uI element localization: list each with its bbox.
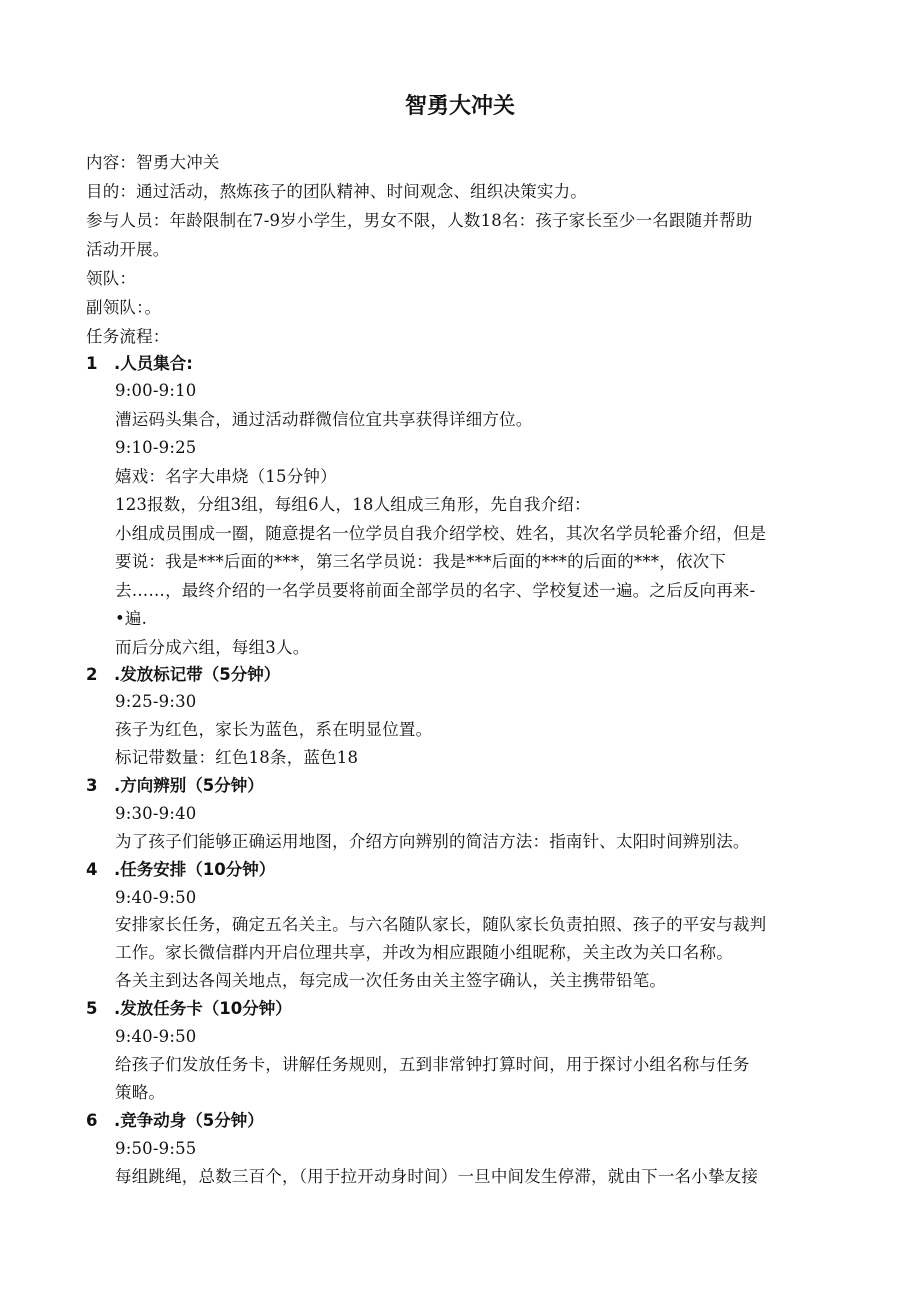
section-line: 为了孩子们能够正确运用地图，介绍方向辨别的简洁方法：指南针、太阳时间辨别法。 — [115, 832, 750, 851]
section-number: 4 — [86, 860, 98, 879]
intro-process: 任务流程： — [86, 327, 170, 346]
section-line: 9:25-9:30 — [115, 692, 197, 711]
section-line: 9:00-9:10 — [115, 381, 197, 400]
section-title: .任务安排（10分钟） — [114, 860, 276, 879]
section-line: 嬉戏：名字大串烧（15分钟） — [115, 467, 337, 486]
section-line: 9:50-9:55 — [115, 1139, 197, 1158]
section-line: 小组成员围成一圈，随意提名一位学员自我介绍学校、姓名，其次名学员轮番介绍，但是 — [115, 524, 767, 543]
section-number: 2 — [86, 665, 98, 684]
section-line: 安排家长任务，确定五名关主。与六名随队家长，随队家长负责拍照、孩子的平安与裁判 — [115, 915, 767, 934]
section-line: •遍. — [115, 609, 148, 628]
section-line: 漕运码头集合，通过活动群微信位宜共享获得详细方位。 — [115, 410, 533, 429]
intro-participants-line-2: 活动开展。 — [86, 240, 170, 259]
section-line: 策略。 — [115, 1083, 166, 1102]
intro-purpose: 目的：通过活动，熬炼孩子的团队精神、时间观念、组织决策实力。 — [86, 182, 587, 201]
section-title: .人员集合: — [114, 354, 193, 373]
section-number: 5 — [86, 999, 98, 1018]
section-line: 9:40-9:50 — [115, 1027, 197, 1046]
section-number: 1 — [86, 354, 98, 373]
section-line: 9:10-9:25 — [115, 438, 197, 457]
intro-leader: 领队： — [86, 269, 137, 288]
section-line: 9:30-9:40 — [115, 804, 197, 823]
section-heading — [86, 858, 275, 882]
section-title: .竞争动身（5分钟） — [114, 1111, 264, 1130]
intro-participants-line-1: 参与人员：年龄限制在7-9岁小学生，男女不限，人数18名：孩子家长至少一名跟随并帮助 — [86, 211, 753, 230]
document-title: 智勇大冲关 — [404, 94, 515, 119]
section-title: .发放标记带（5分钟） — [114, 665, 281, 684]
section-line: 去……，最终介绍的一名学员要将前面全部学员的名字、学校复述一遍。之后反向再来- — [115, 581, 756, 600]
section-line: 要说：我是***后面的***，第三名学员说：我是***后面的***的后面的***，依次下 — [115, 552, 727, 571]
section-heading — [86, 997, 292, 1021]
section-number: 6 — [86, 1111, 98, 1130]
section-title: .发放任务卡（10分钟） — [114, 999, 292, 1018]
section-line: 标记带数量：红色18条，蓝色18 — [115, 748, 359, 767]
section-line: 9:40-9:50 — [115, 888, 197, 907]
section-heading — [86, 1109, 264, 1133]
section-heading — [86, 352, 193, 376]
section-line: 孩子为红色，家长为蓝色，系在明显位置。 — [115, 720, 433, 739]
section-line: 给孩子们发放任务卡，讲解任务规则，五到非常钟打算时间，用于探讨小组名称与任务 — [115, 1055, 750, 1074]
section-line: 各关主到达各闯关地点，每完成一次任务由关主签字确认，关主携带铅笔。 — [115, 971, 667, 990]
section-heading — [86, 774, 264, 798]
section-line: 123报数，分组3组，每组6人，18人组成三角形，先自我介绍： — [115, 495, 591, 514]
section-title: .方向辨别（5分钟） — [114, 776, 264, 795]
intro-content: 内容：智勇大冲关 — [86, 153, 220, 172]
section-line: 而后分成六组，每组3人。 — [115, 638, 310, 657]
section-heading — [86, 663, 280, 687]
section-line: 每组跳绳，总数三百个，（用于拉开动身时间）一旦中间发生停滞，就由下一名小挚友接 — [115, 1167, 759, 1186]
intro-vice-leader: 副领队：。 — [86, 298, 162, 317]
section-line: 工作。家长微信群内开启位理共享，并改为相应跟随小组昵称，关主改为关口名称。 — [115, 943, 733, 962]
section-number: 3 — [86, 776, 98, 795]
